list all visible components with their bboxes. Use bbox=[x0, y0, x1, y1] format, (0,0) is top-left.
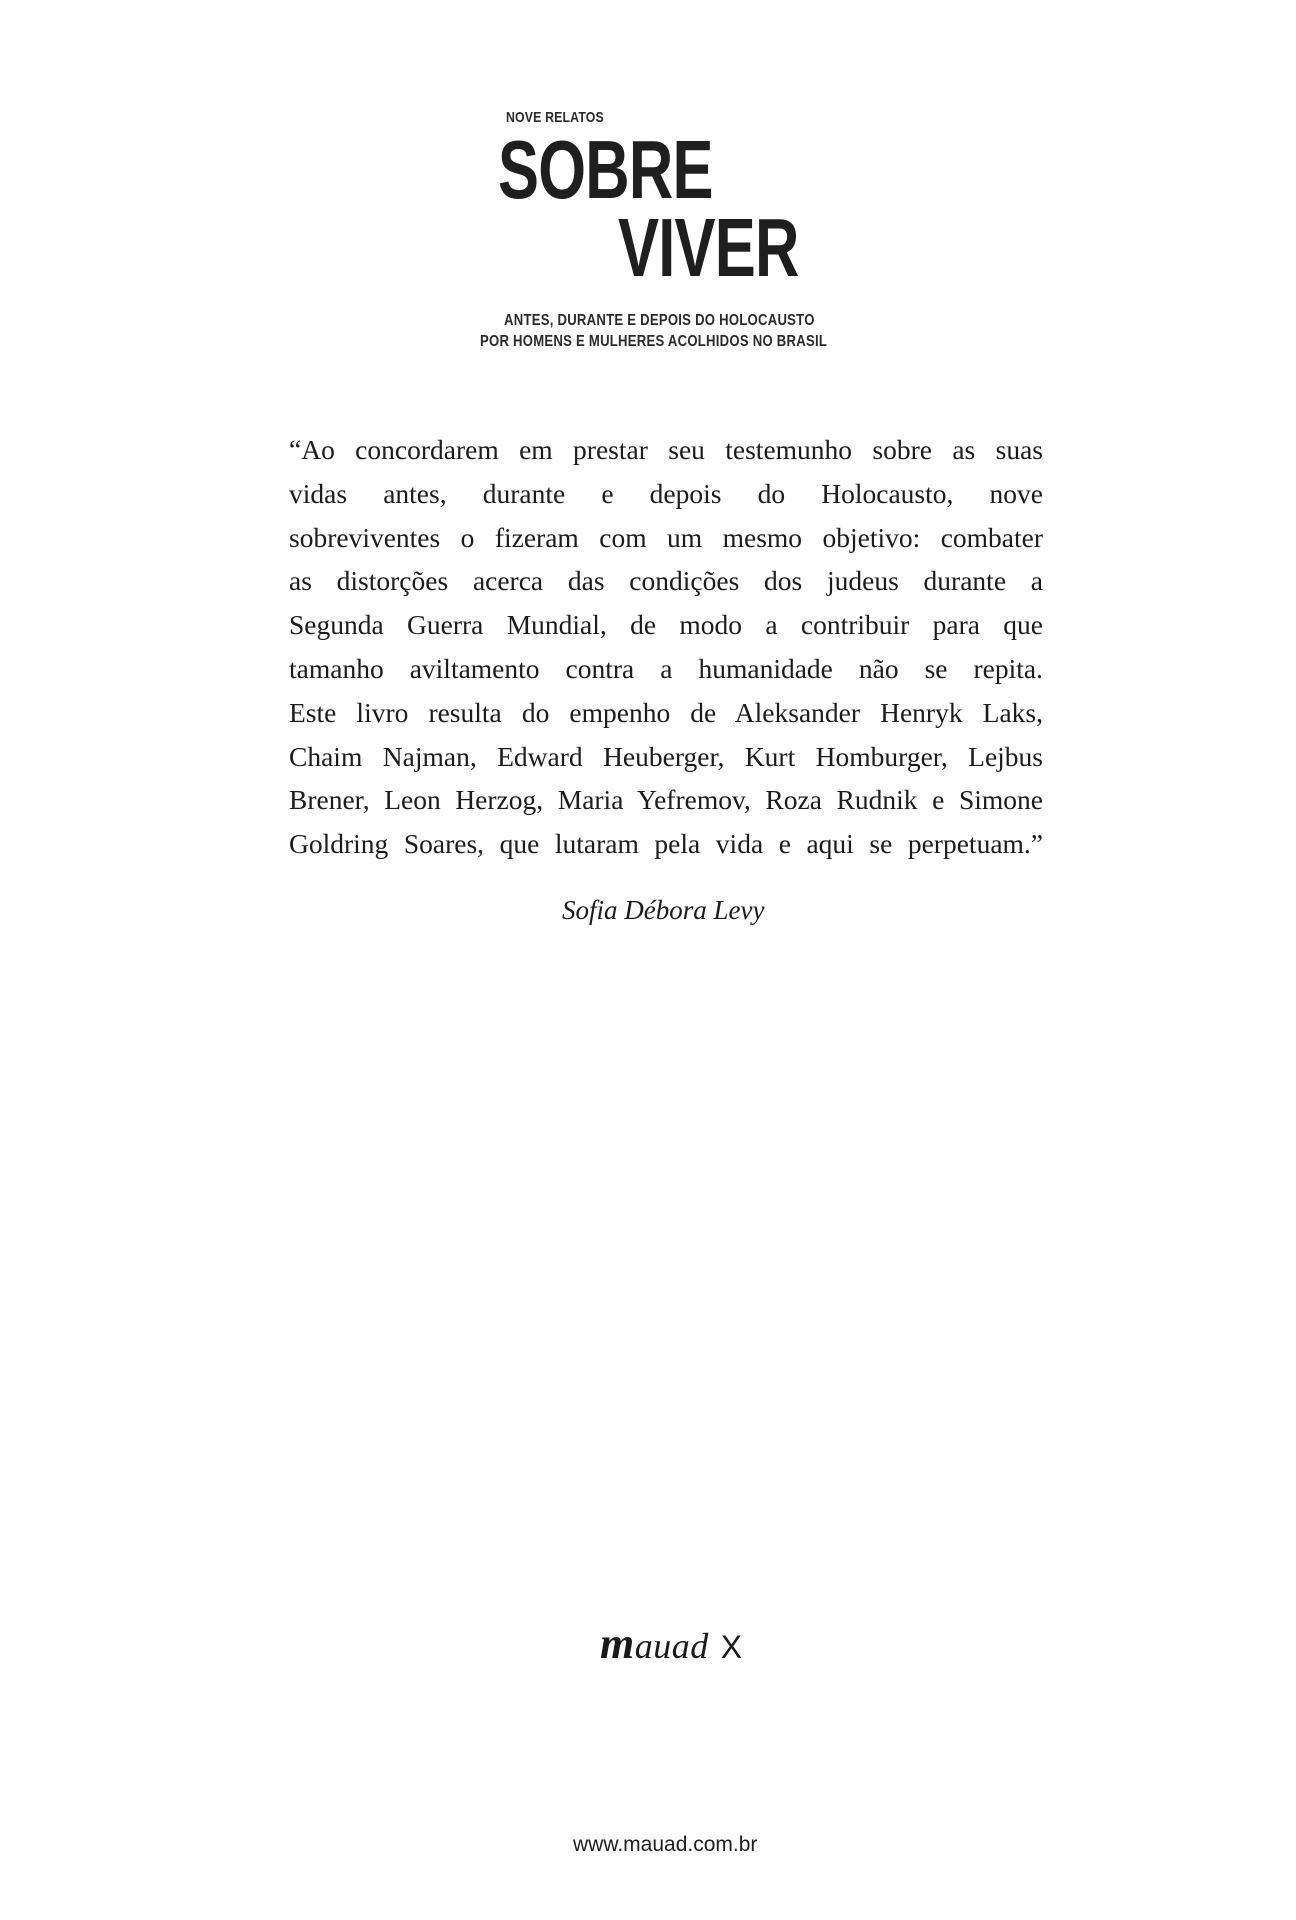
quote-line: Este livro resulta do empenho de Aleksander Henryk Laks, bbox=[289, 696, 1043, 728]
quote-line: tamanho aviltamento contra a humanidade não se repita. bbox=[289, 652, 1043, 684]
publisher-logo-rest: auad bbox=[634, 1626, 709, 1666]
quote-line: Chaim Najman, Edward Heuberger, Kurt Homburger, Lejbus bbox=[289, 740, 1043, 772]
quote-line: sobreviventes o fizeram com um mesmo objetivo: combater bbox=[289, 521, 1043, 553]
series-kicker: NOVE RELATOS bbox=[506, 109, 604, 126]
quote-line: Goldring Soares, que lutaram pela vida e aqui se perpetuam.” bbox=[289, 828, 1043, 860]
quote-line: Brener, Leon Herzog, Maria Yefremov, Roza Rudnik e Simone bbox=[289, 784, 1043, 816]
publisher-logo-wordmark bbox=[600, 1619, 709, 1668]
book-title-line-2: VIVER bbox=[618, 201, 799, 294]
quote-line: vidas antes, durante e depois do Holocausto, nove bbox=[289, 477, 1043, 509]
publisher-logo-x-icon: X bbox=[720, 1629, 743, 1665]
blurb-quote bbox=[289, 428, 1043, 866]
quote-line: as distorções acerca das condições dos judeus durante a bbox=[289, 565, 1043, 597]
book-title-line-1: SOBRE bbox=[498, 123, 713, 216]
quote-line: “Ao concordarem em prestar seu testemunho sobre as suas bbox=[289, 434, 1043, 465]
publisher-logo bbox=[600, 1618, 742, 1669]
publisher-url: www.mauad.com.br bbox=[573, 1833, 758, 1856]
quote-line: Segunda Guerra Mundial, de modo a contribuir para que bbox=[289, 609, 1043, 641]
quote-author: Sofia Débora Levy bbox=[562, 895, 765, 925]
book-subtitle-line-1: ANTES, DURANTE E DEPOIS DO HOLOCAUSTO bbox=[504, 312, 815, 329]
publisher-logo-initial: m bbox=[600, 1619, 635, 1668]
book-subtitle-line-2: POR HOMENS E MULHERES ACOLHIDOS NO BRASIL bbox=[480, 333, 828, 350]
